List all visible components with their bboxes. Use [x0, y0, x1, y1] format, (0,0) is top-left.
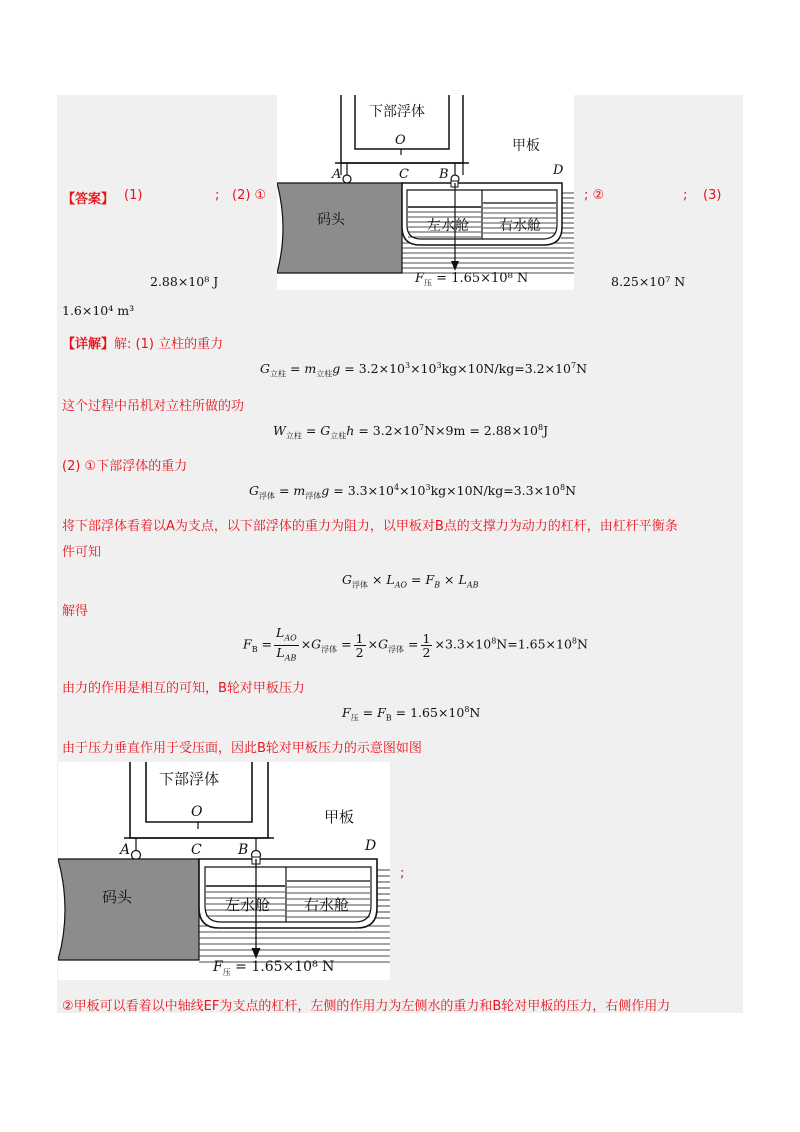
answer-value-3: 1.6×10⁴ m³ — [62, 303, 135, 318]
detail-semicolon: ; — [400, 866, 405, 881]
fig2-right-tank-label: 右水舱 — [304, 896, 350, 914]
fig1-point-b: B — [439, 167, 449, 182]
answer-sep2: ; ② — [584, 188, 605, 203]
equation-2: $W_{立柱} = G_{立柱}h = 3.2\times 10^7N\times 9m = 2.88\times 10^8J$ — [273, 423, 549, 441]
answer-value-2: 8.25×10⁷ N — [611, 274, 686, 289]
detail-line-4b: 件可知 — [62, 545, 102, 560]
diagram-2-svg — [58, 762, 390, 980]
fig2-point-b: B — [238, 842, 249, 858]
detail-line-4: 将下部浮体看着以A为支点，以下部浮体的重力为阻力，以甲板对B点的支撑力为动力的杠杆，由杠杆平衡条 — [62, 519, 678, 534]
diagram-1-svg — [277, 95, 574, 290]
answer-part1: (1) — [124, 188, 143, 203]
equation-6: $F_压 = F_B = 1.65\times 10^8N$ — [342, 705, 481, 723]
fig2-left-tank-label: 左水舱 — [225, 896, 271, 914]
wheel-a — [343, 175, 351, 183]
fig2-point-d: D — [365, 838, 377, 854]
diagram-1 — [277, 95, 574, 290]
fig2-top-label: 下部浮体 — [159, 770, 220, 788]
fig1-left-tank-label: 左水舱 — [427, 218, 469, 234]
fig1-top-label: 下部浮体 — [369, 104, 425, 120]
detail-intro: 【详解】解: (1) 立柱的重力 — [62, 337, 224, 352]
fig2-point-a: A — [120, 842, 131, 858]
fig1-point-o: O — [395, 133, 406, 148]
equation-5: $F_B$ = $\frac{L_{AO}}{L_{AB}}$ $\times G_{浮体}$ = $\frac{1}{2}$ $\times G_{浮体}$ = $\frac{1}{2}$ $\times 3.3\times 10^8N=1.65\times 10^8N$ — [243, 625, 588, 662]
wheel-a-2 — [132, 851, 141, 860]
detail-line-5: 解得 — [62, 604, 89, 619]
fig2-point-c: C — [191, 842, 202, 858]
fig2-point-o: O — [191, 804, 203, 820]
equation-3: $G_{浮体} = m_{浮体}g = 3.3\times 10^4\times 10^3kg\times 10N/kg=3.3\times 10^8N$ — [249, 483, 577, 501]
fig1-force-label: $F_压 = 1.65\times 10^8$ N — [415, 271, 529, 288]
fig1-point-c: C — [399, 167, 409, 182]
detail-line-7: 由于压力垂直作用于受压面，因此B轮对甲板压力的示意图如图 — [62, 741, 422, 756]
answer-part2: (2) ① — [232, 188, 267, 203]
fig1-pier-label: 码头 — [317, 212, 345, 228]
fig2-force-label: $F_压 = 1.65\times 10^8$ N — [213, 959, 335, 977]
pier-2 — [58, 859, 199, 960]
fig1-right-tank-label: 右水舱 — [499, 218, 541, 234]
equation-4: $G_{浮体} \times L_{AO} = F_B \times L_{AB}$ — [342, 572, 479, 590]
fig1-deck-label: 甲板 — [512, 138, 540, 154]
detail-line-2: 这个过程中吊机对立柱所做的功 — [62, 399, 245, 414]
fig2-pier-label: 码头 — [102, 888, 133, 906]
equation-1: $G_{立柱} = m_{立柱}g = 3.2\times 10^3\times 10^3kg\times 10N/kg=3.2\times 10^7N$ — [260, 361, 588, 379]
answer-value-1: 2.88×10⁸ J — [150, 274, 219, 289]
diagram-2 — [58, 762, 390, 980]
answer-tag: 【答案】 — [62, 192, 115, 207]
detail-line-6: 由力的作用是相互的可知，B轮对甲板压力 — [62, 681, 305, 696]
detail-line-3: (2) ①下部浮体的重力 — [62, 459, 188, 474]
fig1-point-a: A — [332, 167, 342, 182]
answer-sep3: ; — [683, 188, 688, 203]
fig1-point-d: D — [553, 163, 564, 178]
answer-part3: (3) — [703, 188, 722, 203]
fig2-deck-label: 甲板 — [324, 808, 355, 826]
detail-line-8: ②甲板可以看着以中轴线EF为支点的杠杆，左侧的作用力为左侧水的重力和B轮对甲板的压力，右侧作用力 — [62, 999, 671, 1014]
answer-sep1: ; — [215, 188, 220, 203]
